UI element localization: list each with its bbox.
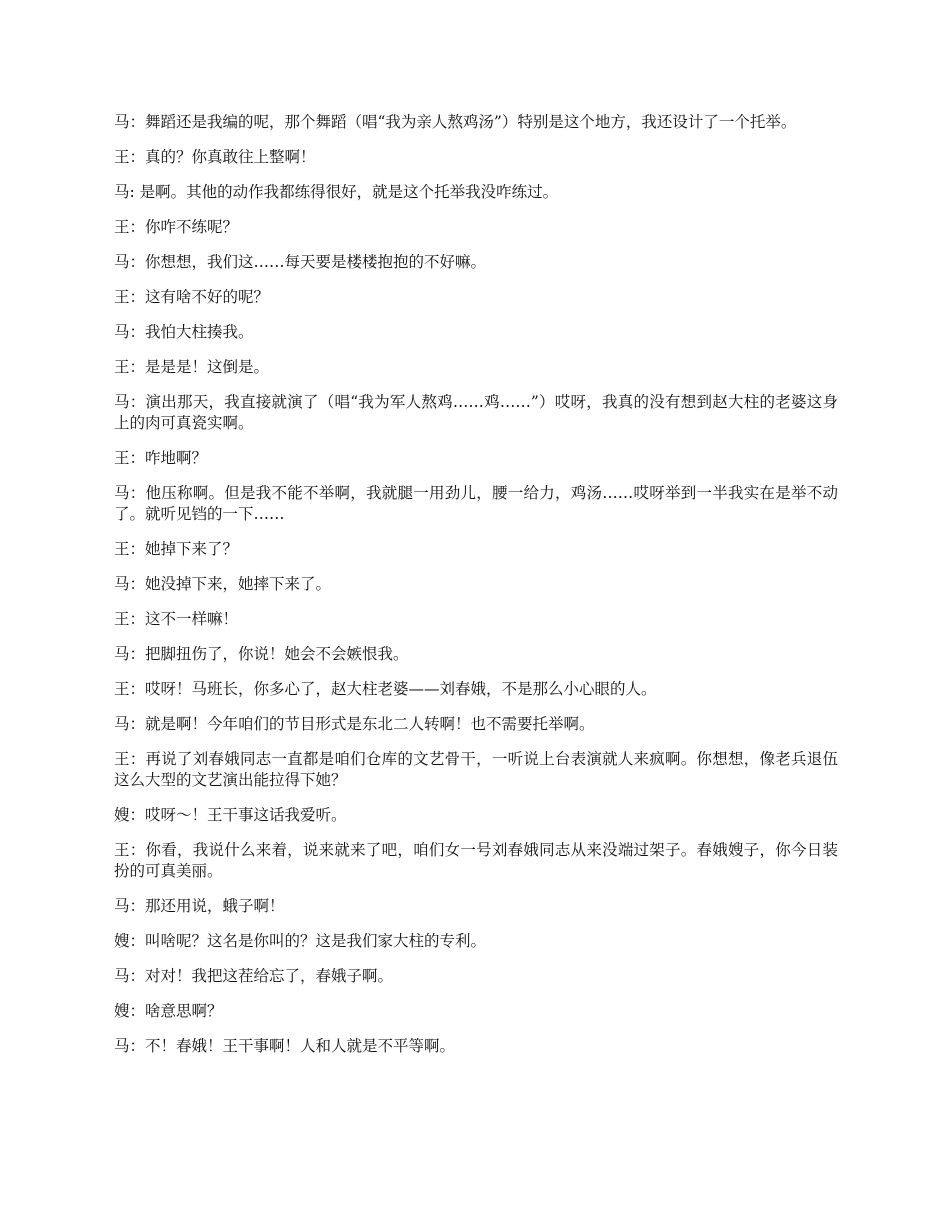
dialogue-line: 王：是是是！这倒是。 <box>114 358 270 376</box>
dialogue-line: 马：就是啊！今年咱们的节目形式是东北二人转啊！也不需要托举啊。 <box>114 715 595 733</box>
dialogue-line: 王：她掉下来了？ <box>114 540 239 558</box>
dialogue-line: 马：对对！我把这茬给忘了，春娥子啊。 <box>114 967 394 985</box>
dialogue-line: 王：这有啥不好的呢？ <box>114 288 270 306</box>
dialogue-line: 马: 是啊。其他的动作我都练得很好，就是这个托举我没咋练过。 <box>114 183 559 201</box>
dialogue-line: 马：不！春娥！王干事啊！人和人就是不平等啊。 <box>114 1037 456 1055</box>
dialogue-line: 马：把脚扭伤了，你说！她会不会嫉恨我。 <box>114 645 409 663</box>
dialogue-line: 王：你看，我说什么来着，说来就来了吧，咱们女一号刘春娥同志从来没端过架子。春娥嫂子，你今日装扮的可真美丽。 <box>114 841 838 880</box>
dialogue-line: 嫂：啥意思啊？ <box>114 1002 223 1020</box>
dialogue-line: 王：再说了刘春娥同志一直都是咱们仓库的文艺骨干，一听说上台表演就人来疯啊。你想想，像老兵退伍这么大型的文艺演出能拉得下她？ <box>114 750 838 789</box>
dialogue-line: 嫂：叫啥呢？这名是你叫的？这是我们家大柱的专利。 <box>114 932 487 950</box>
dialogue-line: 马：演出那天，我直接就演了（唱“我为军人熬鸡……鸡……”）哎呀，我真的没有想到赵大柱的老婆这身上的肉可真瓷实啊。 <box>114 393 838 432</box>
dialogue-line: 马：他压称啊。但是我不能不举啊，我就腿一用劲儿，腰一给力，鸡汤……哎呀举到一半我实在是举不动了。就听见铛的一下…… <box>114 484 838 523</box>
dialogue-line: 马：我怕大柱揍我。 <box>114 323 254 341</box>
dialogue-line: 嫂：哎呀～！王干事这话我爱听。 <box>114 806 347 824</box>
dialogue-line: 王：你咋不练呢？ <box>114 218 239 236</box>
dialogue-line: 马：那还用说，蛾子啊！ <box>114 897 285 915</box>
dialogue-line: 马：你想想，我们这……每天要是楼楼抱抱的不好嘛。 <box>114 253 487 271</box>
dialogue-line: 王：哎呀！马班长，你多心了，赵大柱老婆——刘春娥，不是那么小心眼的人。 <box>114 680 657 698</box>
dialogue-line: 马：舞蹈还是我编的呢，那个舞蹈（唱“我为亲人熬鸡汤”）特别是这个地方，我还设计了一个托举。 <box>114 113 797 131</box>
dialogue-line: 王：真的？你真敢往上整啊！ <box>114 148 316 166</box>
dialogue-line: 王：这不一样嘛！ <box>114 610 239 628</box>
dialogue-line: 马：她没掉下来，她摔下来了。 <box>114 575 332 593</box>
dialogue-line: 王：咋地啊？ <box>114 449 208 467</box>
document-body <box>114 112 838 1071</box>
